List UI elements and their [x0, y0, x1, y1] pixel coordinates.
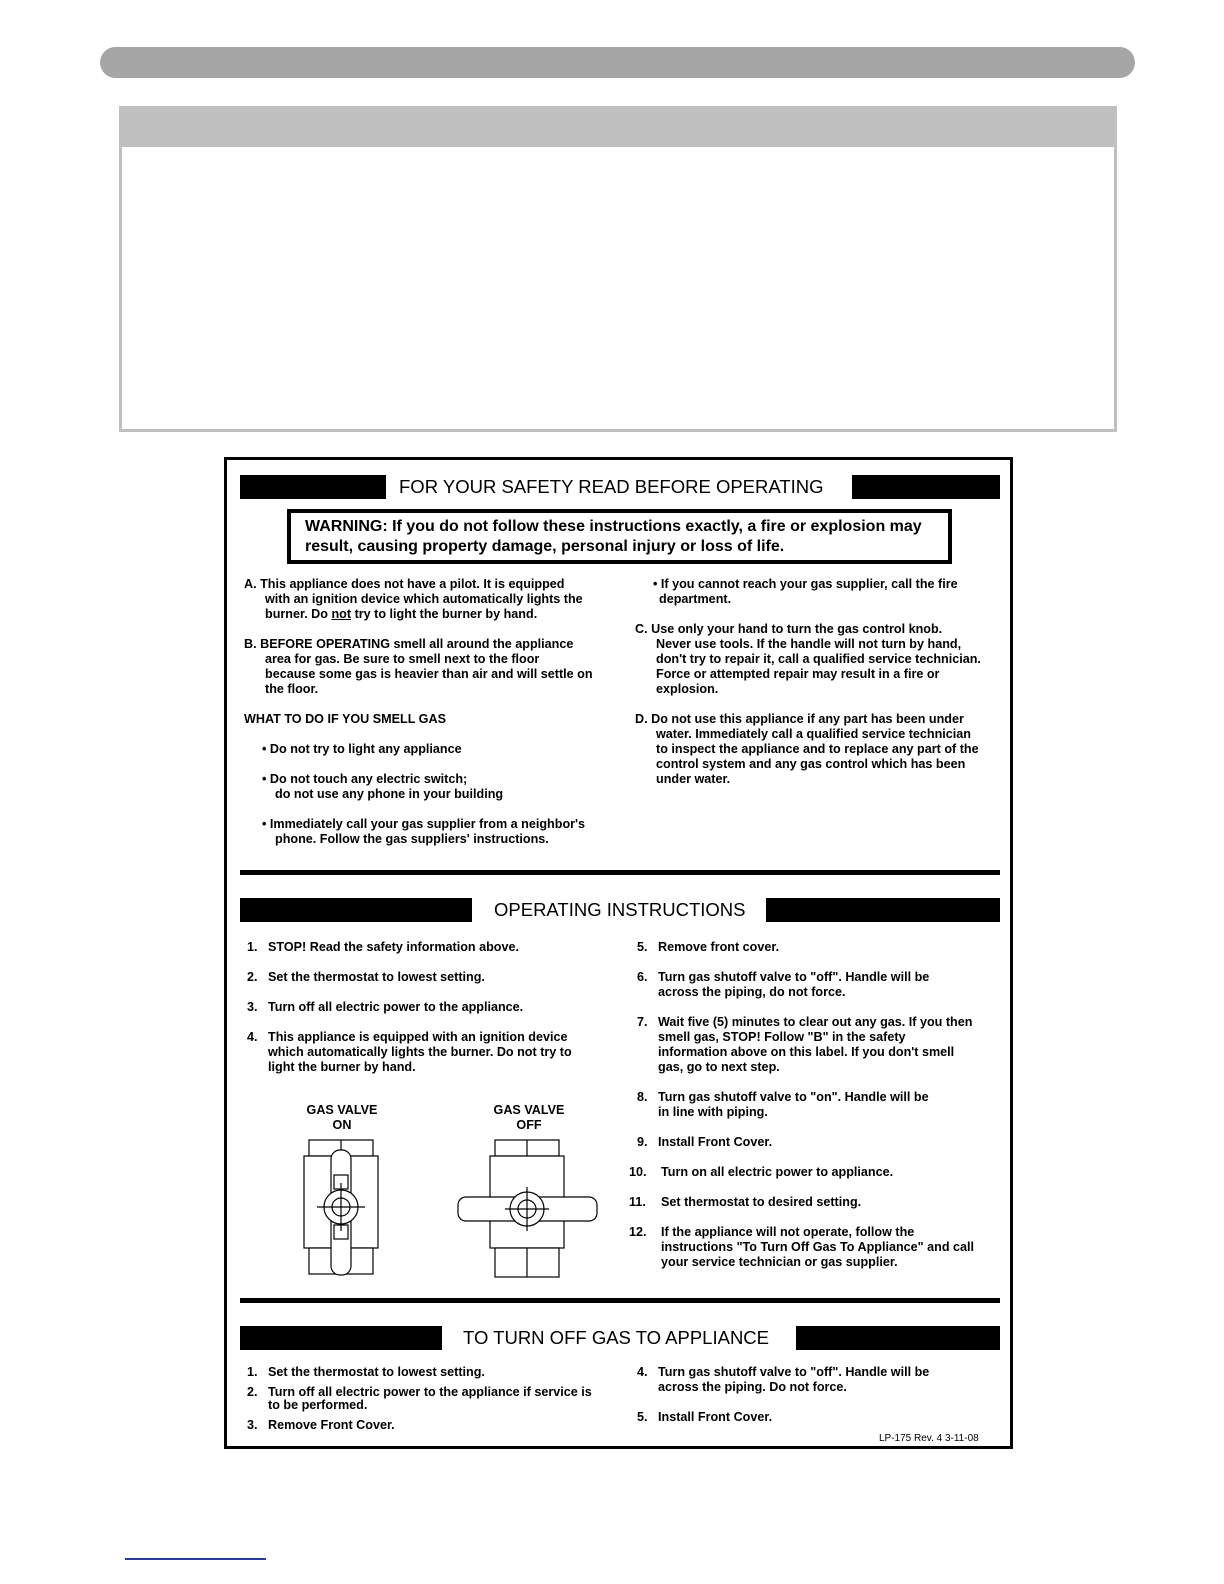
operating-step: 9. Install Front Cover. [637, 1135, 773, 1149]
bullet-item: • Do not try to light any appliance [262, 742, 462, 756]
bullet-item: • If you cannot reach your gas supplier, call the fire department. [653, 577, 958, 606]
turnoff-step: 4. Turn gas shutoff valve to "off". Handle will be across the piping. Do not force. [637, 1365, 930, 1394]
turnoff-title: TO TURN OFF GAS TO APPLIANCE [463, 1327, 770, 1348]
operating-header [240, 898, 1000, 922]
operating-title: OPERATING INSTRUCTIONS [494, 899, 746, 920]
bullet-item: • Do not touch any electric switch; do not use any phone in your building [262, 772, 504, 801]
turnoff-step: 1. Set the thermostat to lowest setting. [247, 1365, 485, 1379]
turnoff-header [240, 1326, 1000, 1350]
operating-step: 11. Set thermostat to desired setting. [629, 1195, 862, 1209]
operating-step: 2. Set the thermostat to lowest setting. [247, 970, 485, 984]
bullet-item: • Immediately call your gas supplier from a neighbor's phone. Follow the gas suppliers' instructions. [262, 817, 586, 846]
operating-step: 8. Turn gas shutoff valve to "on". Handle will be in line with piping. [637, 1090, 929, 1119]
warning-line: result, causing property damage, personal injury or loss of life. [305, 538, 785, 555]
safety-item-a: A. This appliance does not have a pilot. It is equipped with an ignition device which automatically lights the burner. Do not try to light the burner by hand. [244, 577, 583, 621]
safety-label [224, 457, 1013, 1449]
safety-item-c: C. Use only your hand to turn the gas control knob. Never use tools. If the handle will not turn by hand, don't try to repair it, call a qualified service technician. Force or attempted repair may result in a fire or explosion. [635, 622, 981, 696]
blank-box-header [122, 109, 1114, 147]
operating-step: 7. Wait five (5) minutes to clear out any gas. If you then smell gas, STOP! Follow "B" in the safety information above on this label. If you don't smell gas, go to next step. [637, 1015, 973, 1074]
safety-item-b: B. BEFORE OPERATING smell all around the appliance area for gas. Be sure to smell next to the floor because some gas is heavier than air and will settle on the floor. [244, 637, 593, 696]
warning-line: WARNING: If you do not follow these instructions exactly, a fire or explosion may [305, 518, 922, 535]
turnoff-step: 3. Remove Front Cover. [247, 1418, 395, 1432]
valve-off-label: GAS VALVE OFF [493, 1103, 565, 1132]
warning-box [287, 509, 952, 564]
operating-step: 12. If the appliance will not operate, follow the instructions "To Turn Off Gas To Appliance" and call your service technician or gas supplier. [629, 1225, 975, 1269]
safety-header [240, 475, 1000, 499]
blank-content-box [119, 106, 1117, 432]
operating-step: 4. This appliance is equipped with an ignition device which automatically lights the burner. Do not try to light the burner by hand. [247, 1030, 572, 1074]
safety-title: FOR YOUR SAFETY READ BEFORE OPERATING [399, 476, 824, 497]
section-divider [240, 870, 1000, 875]
turnoff-step: 2. Turn off all electric power to the appliance if service is to be performed. [247, 1385, 592, 1412]
gas-valve-off-icon [455, 1135, 600, 1280]
safety-item-d: D. Do not use this appliance if any part has been under water. Immediately call a qualified service technician to inspect the appliance and to replace any part of the control system and any gas control which has been under water. [635, 712, 979, 786]
valve-on-label: GAS VALVE ON [306, 1103, 378, 1132]
operating-step: 5. Remove front cover. [637, 940, 780, 954]
label-code: LP-175 Rev. 4 3-11-08 [879, 1433, 979, 1444]
operating-step: 10. Turn on all electric power to appliance. [629, 1165, 894, 1179]
footer-link-line [125, 1558, 266, 1560]
smell-gas-heading: WHAT TO DO IF YOU SMELL GAS [244, 712, 446, 726]
operating-step: 1. STOP! Read the safety information above. [247, 940, 519, 954]
gas-valve-on-icon [297, 1135, 387, 1280]
operating-step: 6. Turn gas shutoff valve to "off". Handle will be across the piping, do not force. [637, 970, 930, 999]
header-bar [100, 47, 1135, 78]
operating-step: 3. Turn off all electric power to the appliance. [247, 1000, 524, 1014]
section-divider [240, 1298, 1000, 1303]
turnoff-step: 5. Install Front Cover. [637, 1410, 773, 1424]
